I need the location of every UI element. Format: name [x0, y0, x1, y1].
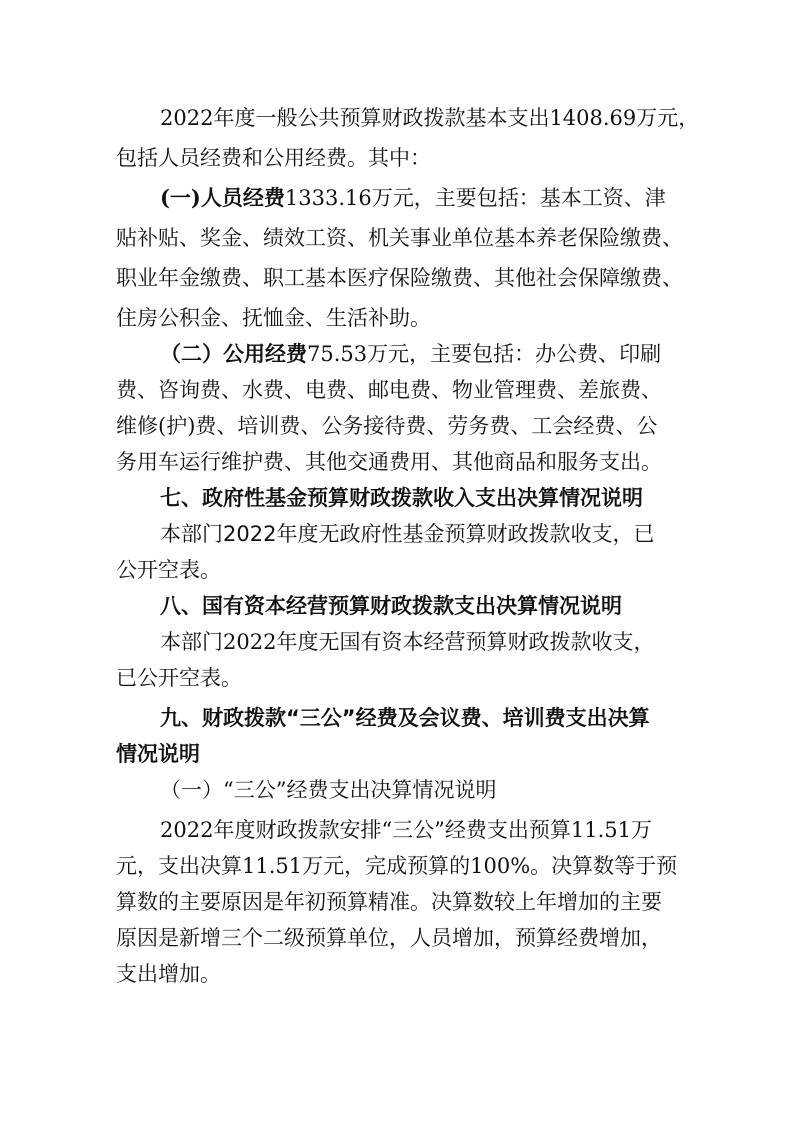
- para1-line1: 2022年度一般公共预算财政拨款基本支出1408.69万元，: [160, 106, 700, 130]
- section9-heading-line2: 情况说明: [116, 742, 200, 766]
- para3-line1: （二）公用经费75.53万元，主要包括：办公费、印刷: [160, 341, 662, 366]
- section8-line2: 已公开空表。: [116, 666, 242, 690]
- personnel-expense-heading: (一)人员经费: [160, 185, 285, 210]
- para3-line2: 费、咨询费、水费、电费、邮电费、物业管理费、差旅费、: [116, 378, 662, 402]
- section9-heading-line1: 九、财政拨款“三公”经费及会议费、培训费支出决算: [160, 706, 650, 730]
- public-expense-heading: （二）公用经费: [160, 341, 307, 366]
- para1-line2: 包括人员经费和公用经费。其中：: [116, 146, 431, 170]
- para3-line3: 维修(护)费、培训费、公务接待费、劳务费、工会经费、公: [116, 414, 658, 438]
- section9-line5: 支出增加。: [116, 962, 221, 986]
- para2-line2: 贴补贴、奖金、绩效工资、机关事业单位基本养老保险缴费、: [116, 226, 683, 250]
- para2-line1: (一)人员经费1333.16万元，主要包括：基本工资、津: [160, 185, 666, 210]
- section7-line1: 本部门2022年度无政府性基金预算财政拨款收支，已: [160, 522, 655, 546]
- section9-line1: 2022年度财政拨款安排“三公”经费支出预算11.51万: [160, 818, 653, 842]
- section9-subheading: （一）“三公”经费支出决算情况说明: [160, 778, 497, 802]
- section9-line2: 元，支出决算11.51万元，完成预算的100%。决算数等于预: [116, 854, 678, 878]
- section8-heading: 八、国有资本经营预算财政拨款支出决算情况说明: [160, 594, 622, 618]
- section7-line2: 公开空表。: [116, 558, 221, 582]
- section7-heading: 七、政府性基金预算财政拨款收入支出决算情况说明: [160, 486, 643, 510]
- section9-line3: 算数的主要原因是年初预算精准。决算数较上年增加的主要: [116, 890, 662, 914]
- para2-line4: 住房公积金、抚恤金、生活补助。: [116, 306, 431, 330]
- para3-line4: 务用车运行维护费、其他交通费用、其他商品和服务支出。: [116, 450, 662, 474]
- para2-line3: 职业年金缴费、职工基本医疗保险缴费、其他社会保障缴费、: [116, 266, 683, 290]
- section9-line4: 原因是新增三个二级预算单位，人员增加，预算经费增加，: [116, 926, 662, 950]
- section8-line1: 本部门2022年度无国有资本经营预算财政拨款收支，: [160, 630, 655, 654]
